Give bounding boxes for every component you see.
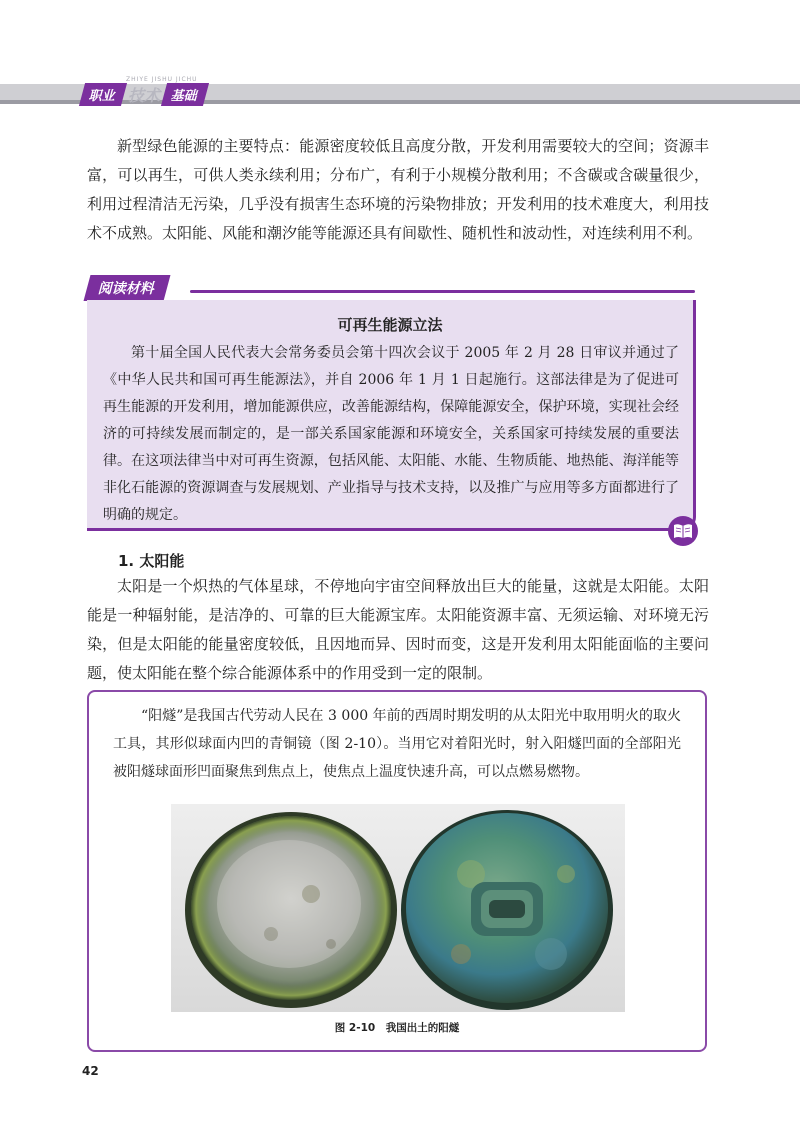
series-tag-part-3: 基础 <box>161 83 209 106</box>
reading-label <box>87 276 167 300</box>
reading-box <box>87 300 696 531</box>
reading-title: 可再生能源立法 <box>337 316 443 334</box>
series-pinyin: ZHIYE JISHU JICHU <box>126 76 198 83</box>
reading-divider <box>190 290 695 293</box>
intro-paragraph: 新型绿色能源的主要特点：能源密度较低且高度分散，开发利用需要较大的空间；资源丰富，可以再生，可供人类永续利用；分布广，有利于小规模分散利用；不含碳或含碳量很少，利用过程清洁无污染，几乎没有损害生态环境的污染物排放；开发利用的技术难度大，利用技术不成熟。太阳能、风能和潮汐能等能源还具有间歇性、随机性和波动性，对连续利用不利。 <box>87 137 709 242</box>
series-tag-part-1: 职业 <box>79 83 127 106</box>
figure-text: “阳燧”是我国古代劳动人民在 3 000 年前的西周时期发明的从太阳光中取用明火的取火工具，其形似球面内凹的青铜镜（图 2-10）。当用它对着阳光时，射入阳燧凹面的全部阳光被阳燧球面形凹面聚焦到焦点上，使焦点上温度快速升高，可以点燃易燃物。 <box>113 708 681 780</box>
book-icon <box>668 516 698 546</box>
reading-label-text: 阅读材料 <box>84 275 171 301</box>
section-heading: 1. 太阳能 <box>118 552 185 570</box>
reading-text: 第十届全国人民代表大会常务委员会第十四次会议于 2005 年 2 月 28 日审议并通过了《中华人民共和国可再生能源法》，并自 2006 年 1 月 1 日起施行。这部法律是为了促进可再生能源的开发利用，增加能源供应，改善能源结构，保障能源安全，保护环境，实现社会经济的可持续发展而制定的，是一部关系国家能源和环境安全，关系国家可持续发展的重要法律。在这项法律当中对可再生资源，包括风能、太阳能、水能、生物质能、地热能、海洋能等非化石能源的资源调查与发展规划、产业指导与技术支持，以及推广与应用等多方面都进行了明确的规定。 <box>103 345 679 523</box>
figure-box <box>87 690 707 1052</box>
section-paragraph: 太阳是一个炽热的气体星球，不停地向宇宙空间释放出巨大的能量，这就是太阳能。太阳能是一种辐射能，是洁净的、可靠的巨大能源宝库。太阳能资源丰富、无须运输、对环境无污染，但是太阳能的能量密度较低，且因地而异、因时而变，这是开发利用太阳能面临的主要问题，使太阳能在整个综合能源体系中的作用受到一定的限制。 <box>87 577 709 682</box>
figure-caption: 图 2-10 我国出土的阳燧 <box>334 1022 460 1034</box>
page-number: 42 <box>82 1064 99 1078</box>
series-tag-part-2: 技术 <box>128 85 161 105</box>
yangsui-photo <box>171 804 625 1012</box>
page-header <box>0 0 800 104</box>
series-tag <box>82 83 206 105</box>
